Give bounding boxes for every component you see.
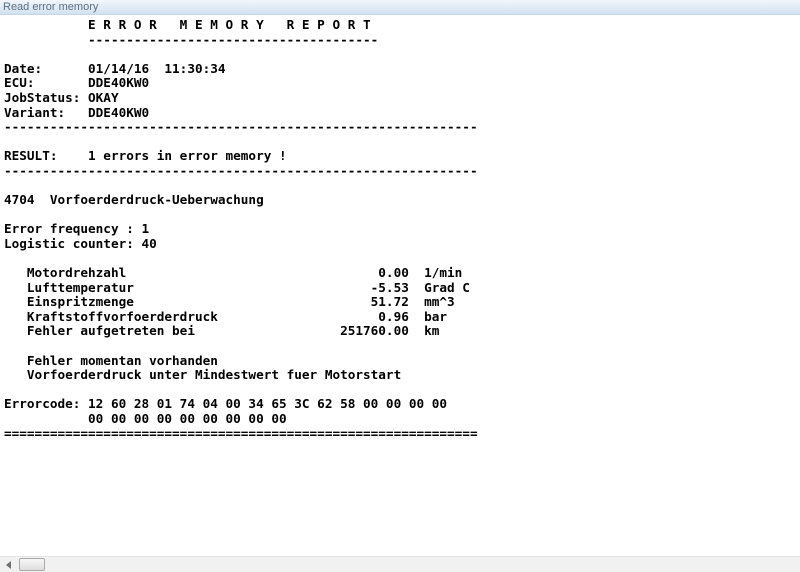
error-code-title-line: 4704 Vorfoerderdruck-Ueberwachung xyxy=(4,192,264,208)
window-title: Read error memory xyxy=(3,1,99,13)
report-area xyxy=(0,15,800,441)
report-title: E R R O R M E M O R Y R E P O R T xyxy=(4,17,371,32)
measurement-line-einspritzmenge: Einspritzmenge 51.72 mm^3 xyxy=(4,294,455,310)
end-separator-line: ============================================================== xyxy=(4,425,478,441)
window-titlebar[interactable] xyxy=(0,0,800,15)
scroll-left-button[interactable] xyxy=(0,557,17,572)
blank-line xyxy=(4,252,800,267)
ecu-line: ECU: DDE40KW0 xyxy=(4,75,150,91)
date-line: Date: 01/14/16 11:30:34 xyxy=(4,60,226,76)
blank-line xyxy=(4,179,800,194)
measurement-line-kraftstoffvorfoerderdruck: Kraftstoffvorfoerderdruck 0.96 bar xyxy=(4,308,448,324)
scrollbar-thumb[interactable] xyxy=(19,558,45,571)
variant-line: Variant: DDE40KW0 xyxy=(4,104,150,120)
blank-line xyxy=(4,208,800,223)
separator-line: -------------------------------------------------------------- xyxy=(4,162,478,178)
separator-line: -------------------------------------------------------------- xyxy=(4,119,478,135)
horizontal-scrollbar[interactable] xyxy=(0,556,800,572)
jobstatus-line: JobStatus: OKAY xyxy=(4,89,119,105)
status-line-mindestwert: Vorfoerderdruck unter Mindestwert fuer Motorstart xyxy=(4,367,402,383)
report-title-underline: -------------------------------------- xyxy=(4,31,379,47)
logistic-counter-line: Logistic counter: 40 xyxy=(4,235,157,251)
measurement-line-motordrehzahl: Motordrehzahl 0.00 1/min xyxy=(4,265,463,281)
blank-line xyxy=(4,383,800,398)
blank-line xyxy=(4,135,800,150)
scroll-left-icon xyxy=(6,561,11,569)
measurement-line-fehler-aufgetreten: Fehler aufgetreten bei 251760.00 km xyxy=(4,323,440,339)
errorcode-line-2: 00 00 00 00 00 00 00 00 00 xyxy=(4,411,287,427)
measurement-line-lufttemperatur: Lufttemperatur -5.53 Grad C xyxy=(4,279,470,295)
result-line: RESULT: 1 errors in error memory ! xyxy=(4,148,287,164)
status-line-momentan-vorhanden: Fehler momentan vorhanden xyxy=(4,352,218,368)
error-frequency-line: Error frequency : 1 xyxy=(4,221,150,237)
blank-line xyxy=(4,47,800,62)
blank-line xyxy=(4,339,800,354)
errorcode-line-1: Errorcode: 12 60 28 01 74 04 00 34 65 3C 62 58 00 00 00 00 xyxy=(4,396,448,412)
